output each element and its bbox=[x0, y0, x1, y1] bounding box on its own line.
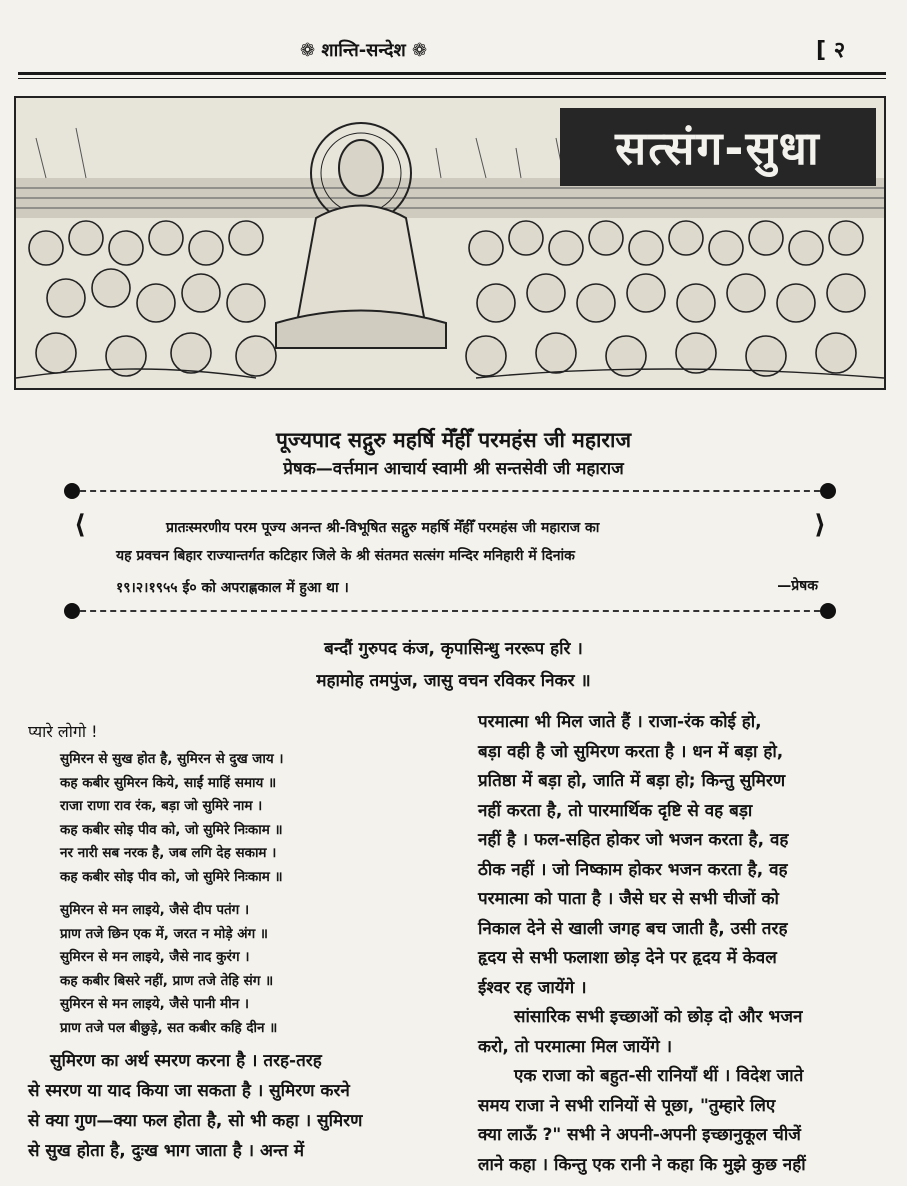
satsang-illustration-banner bbox=[14, 96, 886, 390]
author-heading: पूज्यपाद सद्गुरु महर्षि मेँहीँ परमहंस जी महाराज bbox=[275, 428, 632, 452]
verse-line: सुमिरन से मन लाइये, जैसे दीप पतंग । bbox=[60, 902, 250, 918]
paragraph-line: क्या लाऊँ ?" सभी ने अपनी-अपनी इच्छानुकूल चीजें bbox=[478, 1125, 801, 1145]
paragraph-line: समय राजा ने सभी रानियों से पूछा, "तुम्हारे लिए bbox=[478, 1095, 776, 1116]
note-line: यह प्रवचन बिहार राज्यान्तर्गत कटिहार जिले के श्री संतमत सत्संग मन्दिर मनिहारी में दिनांक bbox=[116, 548, 575, 564]
verse-line: नर नारी सब नरक है, जब लगि देह सकाम । bbox=[60, 845, 277, 861]
paragraph-line: करो, तो परमात्मा मिल जायेंगे । bbox=[478, 1036, 673, 1057]
corner-dot bbox=[820, 603, 836, 619]
paragraph-line: नहीं है । फल-सहित होकर जो भजन करता है, वह bbox=[478, 830, 789, 850]
paragraph-line: से स्मरण या याद किया जा सकता है । सुमिरण करने bbox=[28, 1081, 350, 1101]
verse-line: प्राण तजे छिन एक में, जरत न मोड़े अंग ॥ bbox=[60, 925, 268, 942]
right-bracket: ⟩ bbox=[814, 510, 826, 540]
paragraph-line: नहीं करता है, तो पारमार्थिक दृष्टि से वह बड़ा bbox=[478, 800, 753, 821]
paragraph-line: से सुख होता है, दुःख भाग जाता है । अन्त में bbox=[28, 1141, 305, 1161]
doha-line: बन्दौं गुरुपद कंज, कृपासिन्धु नररूप हरि । bbox=[324, 639, 583, 659]
paragraph-line: ईश्वर रह जायेंगे । bbox=[478, 977, 587, 998]
magazine-title: ❁ शान्ति-सन्देश ❁ bbox=[300, 40, 428, 61]
verse-line: सुमिरन से सुख होत है, सुमिरन से दुख जाय । bbox=[60, 751, 284, 767]
corner-dot bbox=[64, 483, 80, 499]
verse-line: सुमिरन से मन लाइये, जैसे पानी मीन । bbox=[60, 996, 250, 1012]
corner-dot bbox=[64, 603, 80, 619]
verse-gap bbox=[28, 889, 448, 899]
note-line: प्रातःस्मरणीय परम पूज्य अनन्त श्री-विभूषित सद्गुरु महर्षि मेँहीँ परमहंस जी महाराज का bbox=[166, 520, 600, 536]
header-rule bbox=[18, 72, 886, 75]
paragraph-line: एक राजा को बहुत-सी रानियाँ थीं । विदेश जाते bbox=[514, 1066, 804, 1086]
paragraph-line: लाने कहा । किन्तु एक रानी ने कहा कि मुझे कुछ नहीं bbox=[478, 1154, 806, 1175]
left-bracket: ⟨ bbox=[74, 510, 86, 540]
paragraph-line: ठीक नहीं । जो निष्काम होकर भजन करता है, वह bbox=[478, 859, 788, 880]
verse-line: सुमिरन से मन लाइये, जैसे नाद कुरंग । bbox=[60, 949, 250, 965]
note-box bbox=[70, 490, 830, 612]
paragraph-line: परमात्मा को पाता है । जैसे घर से सभी चीजों को bbox=[478, 889, 779, 909]
paragraph-line: सांसारिक सभी इच्छाओं को छोड़ दो और भजन bbox=[514, 1007, 803, 1027]
left-column bbox=[28, 720, 448, 1166]
banner-title: सत्संग-सुधा bbox=[560, 108, 876, 186]
page-number: [ २ bbox=[816, 38, 846, 63]
verse-line: कह कबीर बिसरे नहीं, प्राण तजे तेहि संग ॥ bbox=[60, 972, 274, 989]
paragraph-line: प्रतिष्ठा में बड़ा हो, जाति में बड़ा हो; किन्तु सुमिरण bbox=[478, 771, 786, 791]
verse-line: प्राण तजे पल बीछुड़े, सत कबीर कहि दीन ॥ bbox=[60, 1019, 278, 1036]
paragraph-line: निकाल देने से खाली जगह बच जाती है, उसी तरह bbox=[478, 918, 788, 939]
paragraph-line: परमात्मा भी मिल जाते हैं । राजा-रंक कोई हो, bbox=[478, 712, 762, 732]
doha-line: महामोह तमपुंज, जासु वचन रविकर निकर ॥ bbox=[316, 671, 591, 691]
paragraph-line: से क्या गुण—क्या फल होता है, सो भी कहा । सुमिरण bbox=[28, 1111, 363, 1131]
right-column bbox=[478, 708, 886, 1180]
paragraph-line: हृदय से सभी फलाशा छोड़ देने पर हृदय में केवल bbox=[478, 948, 777, 968]
verse-line: राजा राणा राव रंक, बड़ा जो सुमिरे नाम । bbox=[60, 798, 263, 814]
header-rule-thin bbox=[18, 78, 886, 79]
paragraph-line: बड़ा वही है जो सुमिरण करता है । धन में बड़ा हो, bbox=[478, 741, 784, 762]
note-line: १९।२।१९५५ ई० को अपराह्णकाल में हुआ था । bbox=[116, 580, 349, 596]
verse-line: कह कबीर सोइ पीव को, जो सुमिरे निःकाम ॥ bbox=[60, 868, 283, 885]
verse-line: कह कबीर सोइ पीव को, जो सुमिरे निःकाम ॥ bbox=[60, 821, 283, 838]
greeting: प्यारे लोगो ! bbox=[28, 722, 98, 741]
paragraph-line: सुमिरण का अर्थ स्मरण करना है । तरह-तरह bbox=[50, 1051, 322, 1071]
page-header bbox=[0, 38, 907, 68]
sender-heading: प्रेषक—वर्त्तमान आचार्य स्वामी श्री सन्तसेवी जी महाराज bbox=[283, 459, 624, 479]
verse-line: कह कबीर सुमिरन किये, साईं माहिं समाय ॥ bbox=[60, 774, 277, 791]
note-sender: —प्रेषक bbox=[777, 578, 818, 594]
corner-dot bbox=[820, 483, 836, 499]
